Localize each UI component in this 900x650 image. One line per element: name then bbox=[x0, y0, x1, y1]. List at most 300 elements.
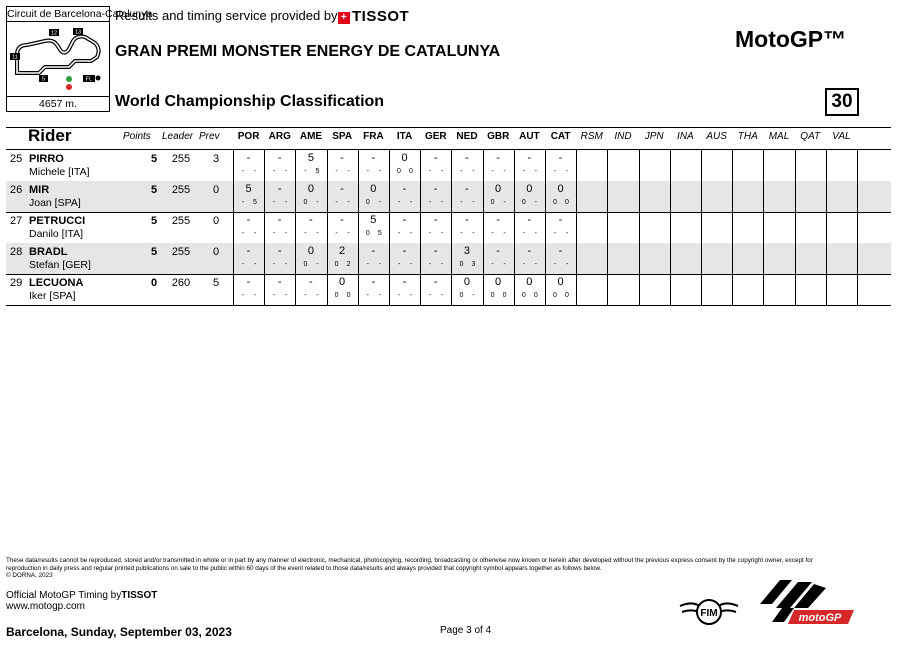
place-date: Barcelona, Sunday, September 03, 2023 bbox=[6, 625, 232, 639]
gap-to-leader: 255 bbox=[171, 184, 191, 196]
sprint-points: - bbox=[273, 230, 276, 237]
gp-points: 0 bbox=[502, 292, 507, 299]
sprint-points: - bbox=[522, 168, 525, 175]
sprint-points: - bbox=[273, 261, 276, 268]
race-points: - bbox=[371, 276, 376, 288]
rider-points: 5 bbox=[150, 215, 158, 227]
race-points: - bbox=[277, 245, 282, 257]
race-points: 0 bbox=[557, 183, 564, 195]
motogp-logo bbox=[758, 578, 858, 630]
gp-points: - bbox=[472, 292, 475, 299]
column-divider bbox=[670, 212, 671, 243]
race-points: 5 bbox=[307, 152, 314, 164]
column-divider bbox=[795, 181, 796, 212]
sprint-points: - bbox=[397, 199, 401, 206]
col-race-mal: MAL bbox=[768, 131, 790, 142]
gp-points: - bbox=[378, 292, 381, 299]
gap-to-leader: 255 bbox=[171, 215, 191, 227]
sprint-points: - bbox=[241, 199, 245, 206]
col-race-por: POR bbox=[237, 131, 260, 142]
column-divider bbox=[670, 274, 671, 305]
gp-points: - bbox=[409, 230, 413, 237]
gp-points: - bbox=[472, 199, 475, 206]
rider-position: 25 bbox=[10, 153, 23, 165]
sprint-points: 0 bbox=[490, 292, 495, 299]
rider-position: 27 bbox=[10, 215, 23, 227]
gap-to-prev: 0 bbox=[212, 215, 220, 227]
website-link[interactable]: www.motogp.com bbox=[6, 601, 85, 612]
column-divider bbox=[826, 274, 827, 305]
race-points: 0 bbox=[339, 276, 346, 288]
gp-points: - bbox=[409, 199, 413, 206]
col-points: Points bbox=[123, 131, 151, 142]
rider-name-nation: Michele [ITA] bbox=[29, 166, 90, 178]
sprint-points: - bbox=[491, 261, 494, 268]
sprint-points: 0 bbox=[490, 199, 495, 206]
col-race-arg: ARG bbox=[268, 131, 291, 142]
gap-to-leader: 260 bbox=[171, 277, 191, 289]
race-points: - bbox=[433, 152, 438, 164]
sprint-points: - bbox=[366, 168, 369, 175]
col-race-ned: NED bbox=[456, 131, 478, 142]
race-points: 3 bbox=[463, 245, 470, 257]
sprint-points: - bbox=[335, 168, 338, 175]
svg-text:motoGP: motoGP bbox=[798, 612, 842, 624]
rider-points: 5 bbox=[150, 246, 158, 258]
col-race-aut: AUT bbox=[519, 131, 540, 142]
gp-points: - bbox=[378, 168, 381, 175]
column-divider bbox=[576, 274, 577, 305]
column-divider bbox=[795, 212, 796, 243]
column-divider bbox=[701, 243, 702, 274]
gap-to-leader: 255 bbox=[171, 153, 191, 165]
sprint-points: - bbox=[304, 230, 307, 237]
sprint-points: - bbox=[304, 292, 307, 299]
column-divider bbox=[576, 181, 577, 212]
gap-to-leader: 255 bbox=[171, 246, 191, 258]
gap-to-prev: 3 bbox=[212, 153, 220, 165]
column-divider bbox=[826, 243, 827, 274]
page-indicator: Page 3 of 4 bbox=[440, 625, 492, 636]
sprint-points: 0 bbox=[459, 261, 464, 268]
gp-points: - bbox=[503, 230, 506, 237]
sprint-points: - bbox=[273, 292, 276, 299]
sprint-points: - bbox=[241, 168, 245, 175]
svg-text:11: 11 bbox=[12, 54, 18, 61]
column-divider bbox=[607, 150, 608, 181]
race-points: 0 bbox=[370, 183, 377, 195]
column-divider bbox=[639, 181, 640, 212]
gp-points: - bbox=[441, 199, 444, 206]
sprint-points: - bbox=[429, 168, 432, 175]
race-points: - bbox=[246, 152, 251, 164]
sprint-points: - bbox=[553, 230, 557, 237]
svg-text:FIM: FIM bbox=[700, 608, 718, 619]
sprint-points: - bbox=[429, 261, 432, 268]
header-top-rule bbox=[6, 127, 891, 128]
gp-points: - bbox=[472, 168, 475, 175]
race-points: 0 bbox=[401, 152, 408, 164]
gp-points: 0 bbox=[409, 168, 413, 175]
provider-text: Results and timing service provided by bbox=[115, 8, 338, 23]
gp-points: - bbox=[347, 230, 350, 237]
race-points: - bbox=[402, 276, 407, 288]
sprint-points: 0 bbox=[303, 261, 308, 268]
race-points: - bbox=[340, 152, 344, 164]
gp-points: 0 bbox=[565, 199, 569, 206]
col-leader: Leader bbox=[162, 131, 194, 142]
race-points: - bbox=[527, 214, 532, 226]
gp-points: 3 bbox=[471, 261, 476, 268]
gp-points: - bbox=[503, 261, 506, 268]
gap-to-prev: 0 bbox=[212, 184, 220, 196]
race-points: - bbox=[558, 245, 563, 257]
race-points: 0 bbox=[495, 276, 502, 288]
rider-surname: LECUONA bbox=[29, 277, 84, 289]
column-divider bbox=[857, 274, 858, 305]
race-points: 0 bbox=[557, 276, 564, 288]
column-divider bbox=[607, 212, 608, 243]
race-points: 2 bbox=[339, 245, 346, 257]
column-divider bbox=[639, 274, 640, 305]
column-divider bbox=[639, 150, 640, 181]
red-marker-icon bbox=[66, 84, 72, 90]
gp-points: - bbox=[534, 230, 537, 237]
race-points: 0 bbox=[463, 276, 470, 288]
gp-points: - bbox=[565, 261, 569, 268]
sprint-points: - bbox=[429, 230, 432, 237]
column-divider bbox=[795, 243, 796, 274]
column-divider bbox=[826, 181, 827, 212]
gp-points: - bbox=[316, 292, 319, 299]
motogp-brand: MotoGP™ bbox=[735, 26, 847, 52]
gp-points: - bbox=[503, 199, 506, 206]
column-divider bbox=[576, 150, 577, 181]
sprint-points: - bbox=[460, 230, 463, 237]
race-points: - bbox=[402, 183, 407, 195]
rider-name-nation: Danilo [ITA] bbox=[29, 228, 84, 240]
sprint-points: 0 bbox=[397, 168, 401, 175]
column-divider bbox=[763, 243, 764, 274]
gp-points: - bbox=[409, 261, 413, 268]
gp-points: - bbox=[253, 292, 257, 299]
gp-points: - bbox=[285, 199, 288, 206]
race-points: - bbox=[340, 183, 344, 195]
column-divider bbox=[670, 150, 671, 181]
race-points: 5 bbox=[370, 214, 377, 226]
gp-points: - bbox=[347, 199, 350, 206]
column-divider bbox=[701, 274, 702, 305]
gp-points: 0 bbox=[565, 292, 569, 299]
gp-points: 5 bbox=[377, 230, 382, 237]
column-divider bbox=[576, 212, 577, 243]
race-points: - bbox=[402, 214, 407, 226]
rider-position: 29 bbox=[10, 277, 23, 289]
sprint-points: 0 bbox=[303, 199, 308, 206]
sprint-points: - bbox=[397, 230, 401, 237]
rider-surname: MIR bbox=[29, 184, 50, 196]
column-divider bbox=[857, 150, 858, 181]
gp-points: - bbox=[565, 230, 569, 237]
sprint-points: - bbox=[335, 230, 338, 237]
col-rider: Rider bbox=[28, 126, 72, 145]
sprint-points: - bbox=[553, 261, 557, 268]
gp-points: - bbox=[253, 168, 257, 175]
sprint-points: - bbox=[366, 261, 369, 268]
race-points: - bbox=[246, 214, 251, 226]
gp-points: - bbox=[378, 199, 381, 206]
rider-position: 28 bbox=[10, 246, 23, 258]
race-points: - bbox=[433, 245, 438, 257]
sprint-points: - bbox=[273, 168, 276, 175]
gp-points: - bbox=[253, 261, 257, 268]
sprint-points: 0 bbox=[553, 292, 557, 299]
event-title: GRAN PREMI MONSTER ENERGY DE CATALUNYA bbox=[115, 43, 501, 60]
rider-name-nation: Stefan [GER] bbox=[29, 259, 91, 271]
gp-points: - bbox=[253, 230, 257, 237]
col-race-ame: AME bbox=[299, 131, 323, 142]
race-points: - bbox=[402, 245, 407, 257]
sprint-points: - bbox=[429, 292, 432, 299]
column-divider bbox=[826, 212, 827, 243]
race-points: - bbox=[371, 245, 376, 257]
column-divider bbox=[763, 150, 764, 181]
col-prev: Prev bbox=[199, 131, 220, 142]
sprint-points: - bbox=[460, 199, 463, 206]
copyright: © DORNA, 2023 bbox=[6, 572, 53, 579]
circuit-name: Circuit de Barcelona-Catalunya bbox=[7, 8, 153, 20]
column-divider bbox=[857, 181, 858, 212]
sprint-points: - bbox=[522, 230, 525, 237]
gp-points: - bbox=[565, 168, 569, 175]
column-divider bbox=[576, 243, 577, 274]
column-divider bbox=[826, 150, 827, 181]
gp-points: - bbox=[441, 230, 444, 237]
column-divider bbox=[857, 243, 858, 274]
gp-points: 5 bbox=[253, 199, 257, 206]
race-points: - bbox=[246, 276, 251, 288]
gp-points: - bbox=[316, 230, 319, 237]
sprint-points: 0 bbox=[365, 199, 370, 206]
rider-position: 26 bbox=[10, 184, 23, 196]
row-rule bbox=[6, 305, 891, 306]
sprint-points: - bbox=[366, 292, 369, 299]
column-divider bbox=[857, 212, 858, 243]
race-points: - bbox=[277, 183, 282, 195]
column-divider bbox=[763, 212, 764, 243]
green-marker-icon bbox=[66, 76, 72, 82]
race-points: - bbox=[496, 214, 500, 226]
sprint-points: - bbox=[241, 261, 245, 268]
col-race-cat: CAT bbox=[550, 131, 571, 142]
column-divider bbox=[607, 274, 608, 305]
race-points: 0 bbox=[307, 245, 314, 257]
race-points: - bbox=[340, 214, 344, 226]
gp-points: - bbox=[347, 168, 350, 175]
sprint-points: - bbox=[304, 168, 307, 175]
gp-points: 0 bbox=[533, 292, 538, 299]
col-race-tha: THA bbox=[737, 131, 758, 142]
race-points: - bbox=[433, 276, 438, 288]
col-race-ita: ITA bbox=[396, 131, 413, 142]
direction-icon bbox=[96, 76, 101, 81]
race-points: - bbox=[246, 245, 251, 257]
sprint-points: - bbox=[397, 261, 401, 268]
race-points: - bbox=[558, 152, 563, 164]
race-points: - bbox=[309, 276, 313, 288]
gp-points: - bbox=[534, 261, 537, 268]
col-race-aus: AUS bbox=[706, 131, 727, 142]
column-divider bbox=[732, 274, 733, 305]
rider-points: 5 bbox=[150, 184, 158, 196]
page-number-badge: 30 bbox=[825, 88, 859, 116]
gap-to-prev: 0 bbox=[212, 246, 220, 258]
col-race-spa: SPA bbox=[332, 131, 353, 142]
race-points: - bbox=[527, 245, 532, 257]
rider-points: 5 bbox=[150, 153, 158, 165]
sprint-points: - bbox=[397, 292, 401, 299]
race-points: - bbox=[277, 214, 282, 226]
sprint-points: - bbox=[273, 199, 276, 206]
classification-title: World Championship Classification bbox=[115, 93, 385, 110]
column-divider bbox=[607, 181, 608, 212]
sprint-points: - bbox=[522, 261, 525, 268]
column-divider bbox=[701, 212, 702, 243]
sprint-points: - bbox=[335, 199, 338, 206]
gp-points: - bbox=[378, 261, 381, 268]
sprint-points: - bbox=[241, 230, 245, 237]
col-race-rsm: RSM bbox=[580, 131, 603, 142]
sprint-points: - bbox=[491, 230, 494, 237]
race-points: 0 bbox=[307, 183, 314, 195]
gp-points: 5 bbox=[315, 168, 320, 175]
rider-surname: BRADL bbox=[29, 246, 68, 258]
race-points: - bbox=[465, 183, 469, 195]
gp-points: - bbox=[534, 199, 537, 206]
column-divider bbox=[795, 274, 796, 305]
svg-text:12: 12 bbox=[50, 30, 58, 37]
col-race-gbr: GBR bbox=[487, 131, 510, 142]
gp-points: - bbox=[285, 230, 288, 237]
disclaimer: These data/results cannot be reproduced, stored and/or transmitted in whole or in part by any manner of electronic, mechanical, photocopying, recording, broadcasting or otherwise now known or herein after developed without the previous express consent by the copyright owner, except for reproduction in daily press and regular printed publications on sale to the public within 60 days of the event related to those data/results and always provided that copyright symbol appears together as follows below. © DORNA, 2023 bbox=[6, 557, 813, 579]
gp-points: - bbox=[316, 261, 319, 268]
sprint-points: - bbox=[241, 292, 245, 299]
circuit-map bbox=[9, 23, 105, 93]
column-divider bbox=[732, 181, 733, 212]
sprint-points: 0 bbox=[459, 292, 464, 299]
sprint-points: 0 bbox=[553, 199, 557, 206]
sprint-points: - bbox=[460, 168, 463, 175]
gap-to-prev: 5 bbox=[212, 277, 220, 289]
svg-text:13: 13 bbox=[74, 29, 82, 36]
gp-points: 2 bbox=[346, 261, 351, 268]
fim-logo bbox=[678, 596, 740, 628]
gp-points: - bbox=[503, 168, 506, 175]
gp-points: - bbox=[409, 292, 413, 299]
race-points: 0 bbox=[526, 276, 533, 288]
sprint-points: 0 bbox=[334, 261, 339, 268]
column-divider bbox=[795, 150, 796, 181]
gp-points: - bbox=[285, 168, 288, 175]
svg-text:FL: FL bbox=[85, 76, 93, 83]
sprint-points: - bbox=[429, 199, 432, 206]
race-points: - bbox=[465, 214, 469, 226]
race-points: - bbox=[309, 214, 313, 226]
track-inner bbox=[17, 37, 99, 74]
race-points: - bbox=[496, 152, 500, 164]
column-divider bbox=[670, 243, 671, 274]
column-divider bbox=[670, 181, 671, 212]
sprint-points: 0 bbox=[365, 230, 370, 237]
gp-points: 0 bbox=[346, 292, 351, 299]
race-points: - bbox=[465, 152, 469, 164]
gp-points: - bbox=[441, 292, 444, 299]
column-divider bbox=[732, 243, 733, 274]
rider-name-nation: Iker [SPA] bbox=[29, 290, 76, 302]
gp-points: - bbox=[441, 168, 444, 175]
column-divider bbox=[607, 243, 608, 274]
col-race-jpn: JPN bbox=[644, 131, 664, 142]
column-divider bbox=[732, 212, 733, 243]
gp-points: - bbox=[316, 199, 319, 206]
sprint-points: 0 bbox=[521, 199, 526, 206]
race-points: - bbox=[433, 214, 438, 226]
sprint-points: 0 bbox=[334, 292, 339, 299]
column-divider bbox=[639, 243, 640, 274]
race-points: 0 bbox=[495, 183, 502, 195]
rider-name-nation: Joan [SPA] bbox=[29, 197, 81, 209]
gp-points: - bbox=[441, 261, 444, 268]
race-points: - bbox=[496, 245, 500, 257]
race-points: 0 bbox=[526, 183, 533, 195]
rider-points: 0 bbox=[150, 277, 158, 289]
circuit-box bbox=[6, 6, 153, 112]
tissot-cross-icon: + bbox=[338, 12, 350, 24]
gp-points: - bbox=[472, 230, 475, 237]
column-divider bbox=[639, 212, 640, 243]
sprint-points: - bbox=[491, 168, 494, 175]
rider-surname: PETRUCCI bbox=[29, 215, 86, 227]
circuit-length: 4657 m. bbox=[7, 96, 109, 111]
rider-surname: PIRRO bbox=[29, 153, 64, 165]
gp-points: - bbox=[534, 168, 537, 175]
gp-points: - bbox=[285, 261, 288, 268]
column-divider bbox=[763, 181, 764, 212]
column-divider bbox=[701, 181, 702, 212]
column-divider bbox=[701, 150, 702, 181]
gp-points: - bbox=[285, 292, 288, 299]
race-points: - bbox=[277, 152, 282, 164]
race-points: - bbox=[527, 152, 532, 164]
col-race-fra: FRA bbox=[363, 131, 384, 142]
timing-credit: Official MotoGP Timing byTISSOT www.motogp.com bbox=[6, 590, 158, 612]
column-divider bbox=[732, 150, 733, 181]
race-points: 5 bbox=[245, 183, 252, 195]
col-race-val: VAL bbox=[832, 131, 851, 142]
sprint-points: - bbox=[553, 168, 557, 175]
col-race-ind: IND bbox=[614, 131, 632, 142]
col-race-ina: INA bbox=[677, 131, 694, 142]
race-points: - bbox=[371, 152, 376, 164]
race-points: - bbox=[558, 214, 563, 226]
tissot-logo: + TISSOT bbox=[338, 8, 409, 25]
sprint-points: 0 bbox=[521, 292, 526, 299]
race-points: - bbox=[277, 276, 282, 288]
svg-text:5: 5 bbox=[41, 76, 46, 83]
column-divider bbox=[763, 274, 764, 305]
col-race-qat: QAT bbox=[800, 131, 821, 142]
col-race-ger: GER bbox=[424, 131, 447, 142]
